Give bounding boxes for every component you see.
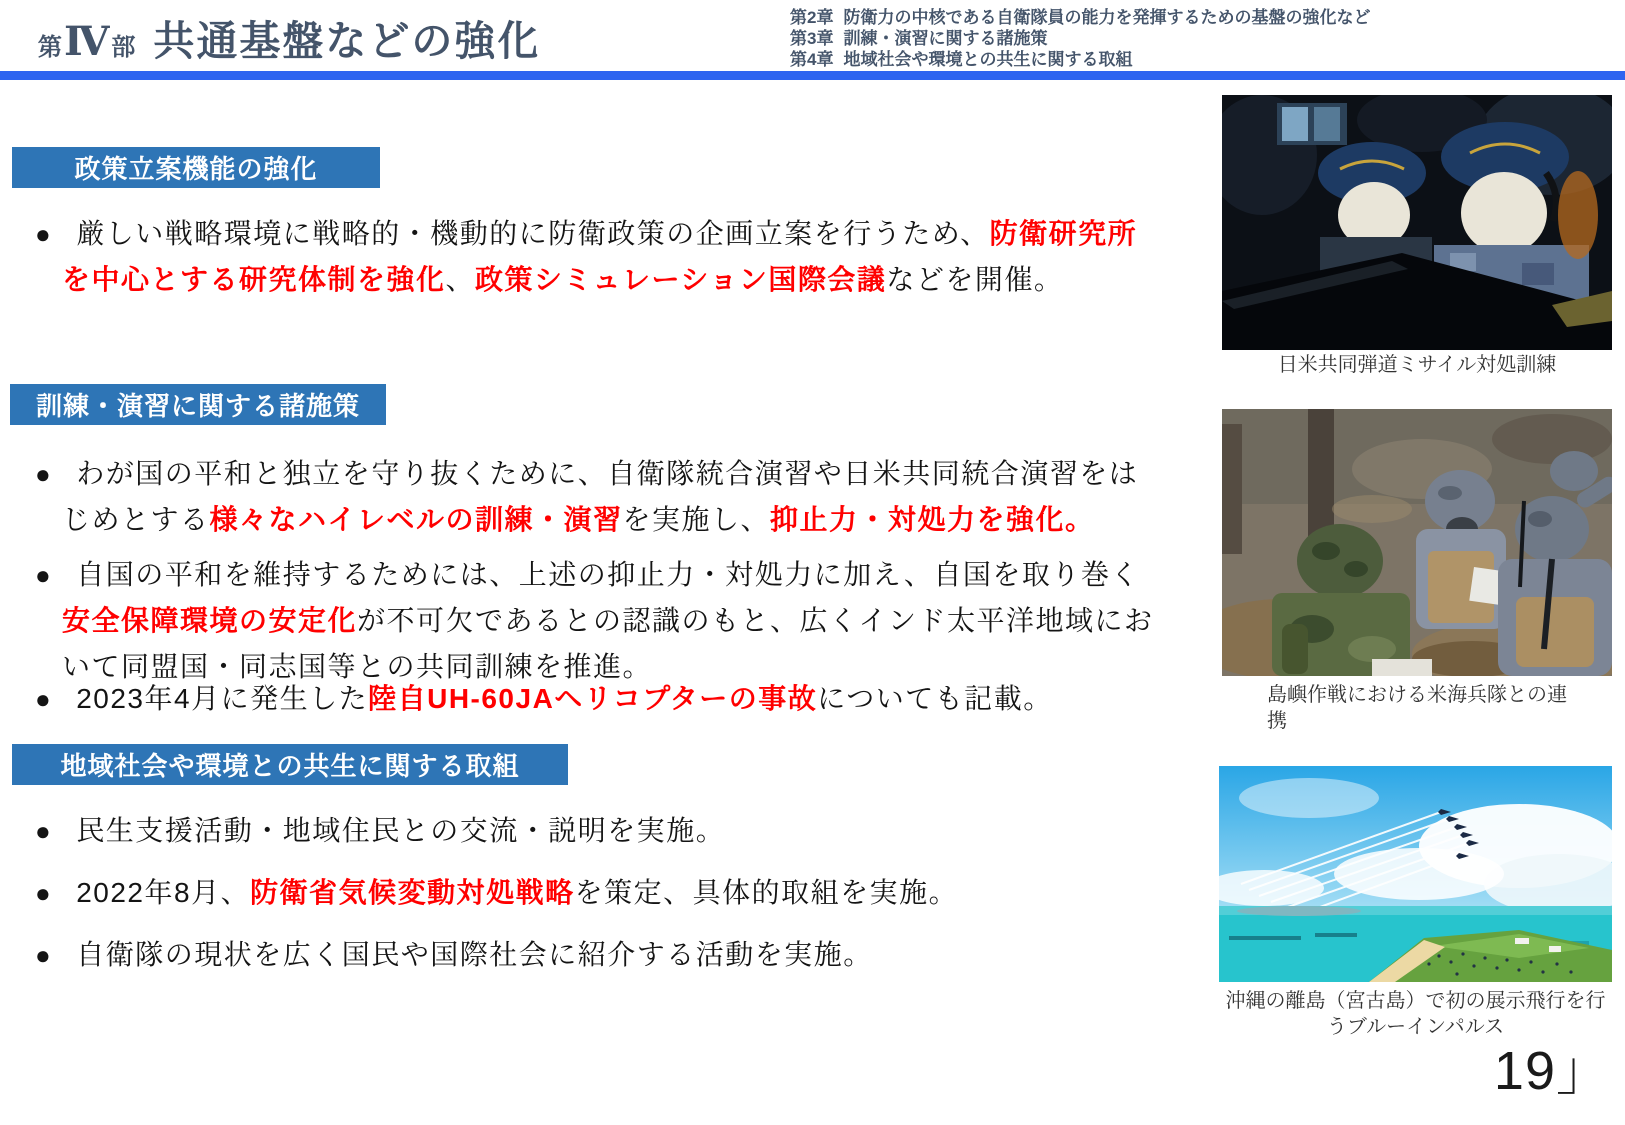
bullet-icon: ●: [35, 878, 53, 908]
bullet-text: 民生支援活動・地域住民との交流・説明を実施。: [76, 815, 726, 846]
bullet-training-2: [35, 552, 1163, 690]
chapter-item: [790, 28, 1370, 49]
page-title: [38, 8, 540, 67]
bullet-text: わが国の平和と独立を守り抜くために、自衛隊統合演習や日米共同統合演習をはじめとする: [62, 458, 1139, 535]
bullet-text: 、: [445, 264, 476, 295]
page-title-text: 共通基盤などの強化: [153, 18, 541, 64]
photo-island-operations: [1222, 409, 1612, 676]
section-header-training-exercises: 訓練・演習に関する諸施策: [10, 384, 386, 425]
photo-caption-missile-defense: 日米共同弾道ミサイル対処訓練: [1277, 354, 1557, 376]
photo-missile-defense-training: [1222, 95, 1612, 350]
bullet-text-highlight: 様々なハイレベルの訓練・演習: [209, 504, 623, 535]
header-divider: [0, 71, 1625, 80]
chapter-label: 第3章: [790, 29, 834, 48]
bullet-text-highlight: 抑止力・対処力を強化。: [770, 504, 1095, 535]
bullet-text-highlight: 陸自UH-60JAヘリコプターの事故: [368, 683, 818, 714]
bullet-icon: ●: [35, 459, 53, 489]
bullet-text: についても記載。: [817, 683, 1053, 714]
photo-island-operations-image: [1222, 409, 1612, 676]
chapter-list: [790, 7, 1370, 70]
chapter-text: 防衛力の中核である自衛隊員の能力を発揮するための基盤の強化など: [843, 8, 1371, 27]
bullet-icon: ●: [35, 219, 53, 249]
bullet-text: などを開催。: [886, 264, 1064, 295]
chapter-item: [790, 7, 1370, 28]
section-header-community-environment: 地域社会や環境との共生に関する取組: [12, 744, 568, 785]
bullet-text: 2023年4月に発生した: [76, 683, 369, 714]
bullet-community-2: [35, 870, 1163, 916]
bullet-text-highlight: 防衛省気候変動対処戦略: [250, 877, 575, 908]
bullet-policy-planning: [35, 211, 1163, 303]
bullet-community-1: [35, 808, 1163, 854]
section-header-policy-planning: 政策立案機能の強化: [12, 147, 380, 188]
part-suffix: 部: [111, 34, 136, 61]
chapter-label: 第2章: [790, 8, 834, 27]
chapter-text: 訓練・演習に関する諸施策: [843, 29, 1048, 48]
chapter-item: [790, 49, 1370, 70]
bullet-training-3: [35, 676, 1163, 722]
photo-caption-island-operations: 島嶼作戦における米海兵隊との連携: [1267, 684, 1567, 732]
chapter-label: 第4章: [790, 50, 834, 69]
bullet-text: が不可欠であるとの認識のもと、広くインド太平洋地域において同盟国・同志国等との共同訓練を推進。: [62, 605, 1154, 682]
photo-blue-impulse-image: [1219, 766, 1612, 982]
bullet-text: 2022年8月、: [76, 877, 251, 908]
bullet-text: を実施し、: [622, 504, 771, 535]
part-numeral: Ⅳ: [64, 19, 110, 64]
bullet-text: 厳しい戦略環境に戦略的・機動的に防衛政策の企画立案を行うため、: [76, 218, 990, 249]
bullet-text-highlight: 防衛研究所を中心とする研究体制を強化: [62, 218, 1138, 295]
bullet-icon: ●: [35, 940, 53, 970]
chapter-text: 地域社会や環境との共生に関する取組: [843, 50, 1133, 69]
part-prefix: 第: [38, 34, 62, 61]
photo-missile-defense-training-image: [1222, 95, 1612, 350]
page-number: 19」: [1493, 1041, 1611, 1101]
bullet-text-highlight: 政策シミュレーション国際会議: [475, 264, 887, 295]
bullet-icon: ●: [35, 684, 53, 714]
bullet-text: を策定、具体的取組を実施。: [574, 877, 959, 908]
bullet-text-highlight: 安全保障環境の安定化: [62, 605, 358, 636]
photo-caption-blue-impulse: 沖縄の離島（宮古島）で初の展示飛行を行うブルーインパルス: [1225, 990, 1606, 1038]
bullet-community-3: [35, 932, 1163, 978]
bullet-text: 自国の平和を維持するためには、上述の抑止力・対処力に加え、自国を取り巻く: [76, 559, 1140, 590]
photo-blue-impulse: [1219, 766, 1612, 982]
bullet-icon: ●: [35, 560, 53, 590]
bullet-text: 自衛隊の現状を広く国民や国際社会に紹介する活動を実施。: [76, 939, 873, 970]
bullet-icon: ●: [35, 816, 53, 846]
bullet-training-1: [35, 451, 1163, 543]
